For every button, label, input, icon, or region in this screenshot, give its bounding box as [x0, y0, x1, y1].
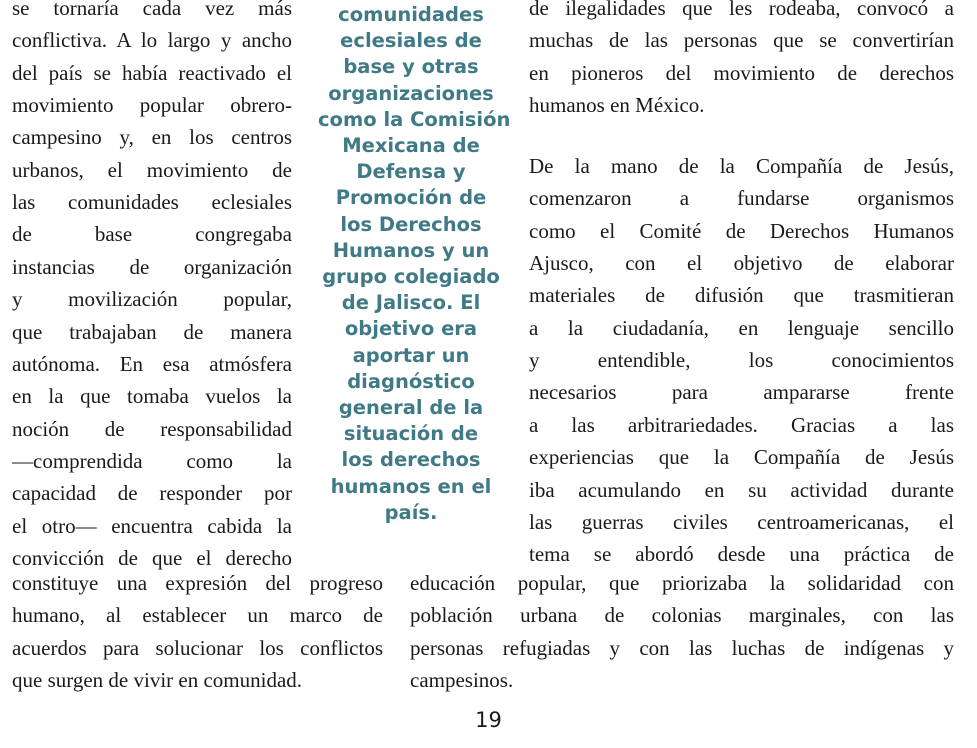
pull-quote-line: Promoción de — [335, 186, 487, 210]
text-line: necesarios para ampararse frente — [529, 380, 954, 405]
text-line: y movilización popular, — [12, 287, 292, 312]
pull-quote-line: situación de — [343, 422, 479, 446]
text-line: a la ciudadanía, en lenguaje sencillo — [529, 315, 954, 340]
text-line: de ilegalidades que les rodeaba, convocó a — [529, 0, 954, 20]
text-line: en pioneros del movimiento de derechos — [529, 60, 954, 85]
text-line: noción de responsabilidad — [12, 416, 292, 441]
pull-quote-line: base y otras — [343, 55, 479, 79]
text-line: personas refugiadas y con las luchas de indígenas y — [410, 635, 954, 660]
text-line: convicción de que el derecho — [12, 545, 292, 570]
pull-quote-line: Humanos y un — [332, 238, 490, 262]
pull-quote-line: país. — [384, 500, 438, 524]
text-line: que surgen de vivir en comunidad. — [12, 668, 303, 693]
pull-quote-line: grupo colegiado — [322, 265, 500, 288]
text-line: que trabajaban de manera — [12, 319, 292, 344]
text-line: tema se abordó desde una práctica de — [529, 542, 954, 567]
text-line: a las arbitrariedades. Gracias a las — [529, 412, 954, 437]
text-line: educación popular, que priorizaba la solidaridad con — [410, 571, 954, 595]
text-line: capacidad de responder por — [12, 481, 292, 506]
text-line: autónoma. En esa atmósfera — [12, 351, 292, 376]
pull-quote-line: eclesiales de — [340, 29, 482, 53]
pull-quote-line: comunidades — [338, 3, 484, 26]
text-line: muchas de las personas que se convertirían — [529, 28, 954, 53]
pull-quote-line: los derechos — [341, 448, 481, 472]
text-line: Ajusco, con el objetivo de elaborar — [529, 251, 954, 276]
text-line: humano, al establecer un marco de — [12, 603, 383, 628]
text-line: materiales de difusión que trasmitieran — [529, 283, 954, 308]
page-number: 19 — [475, 708, 502, 732]
text-line: de base congregaba — [12, 222, 292, 247]
text-line: del país se había reactivado el — [12, 60, 292, 85]
text-line: el otro— encuentra cabida la — [12, 513, 292, 538]
pull-quote-line: organizaciones — [328, 81, 494, 105]
pull-quote-line: diagnóstico — [347, 369, 475, 393]
text-line: como el Comité de Derechos Humanos — [529, 218, 954, 243]
text-line: conflictiva. A lo largo y ancho — [12, 28, 292, 53]
text-line: movimiento popular obrero- — [12, 93, 292, 118]
text-line: y entendible, los conocimientos — [529, 348, 954, 373]
pull-quote-line: de Jalisco. El — [341, 291, 481, 315]
pull-quote-line: objetivo era — [344, 317, 478, 341]
text-line: comenzaron a fundarse organismos — [529, 186, 954, 211]
text-line: De la mano de la Compañía de Jesús, — [529, 154, 954, 178]
text-line: acuerdos para solucionar los conflictos — [12, 635, 383, 660]
pull-quote-line: humanos en el — [330, 474, 492, 498]
text-line: población urbana de colonias marginales, con las — [410, 603, 954, 628]
text-line: las guerras civiles centroamericanas, el — [529, 509, 954, 534]
text-line: urbanos, el movimiento de — [12, 157, 292, 182]
pull-quote-line: los Derechos — [340, 212, 482, 236]
text-line: constituye una expresión del progreso — [12, 571, 383, 595]
text-line: se tornaría cada vez más — [12, 0, 292, 20]
pull-quote-line: como la Comisión — [318, 107, 511, 131]
text-line: campesino y, en los centros — [12, 125, 292, 150]
text-line: iba acumulando en su actividad durante — [529, 477, 954, 502]
text-line: campesinos. — [410, 668, 514, 693]
text-line: en la que tomaba vuelos la — [12, 384, 292, 409]
pull-quote-line: Mexicana de — [342, 134, 480, 157]
text-line: —comprendida como la — [12, 448, 292, 473]
text-line: experiencias que la Compañía de Jesús — [529, 445, 954, 470]
text-line: las comunidades eclesiales — [12, 190, 292, 215]
pull-quote-line: general de la — [338, 396, 484, 419]
text-line: instancias de organización — [12, 254, 292, 279]
text-line: humanos en México. — [529, 93, 705, 118]
pull-quote-line: aportar un — [352, 343, 470, 367]
pull-quote-line: Defensa y — [356, 160, 466, 184]
